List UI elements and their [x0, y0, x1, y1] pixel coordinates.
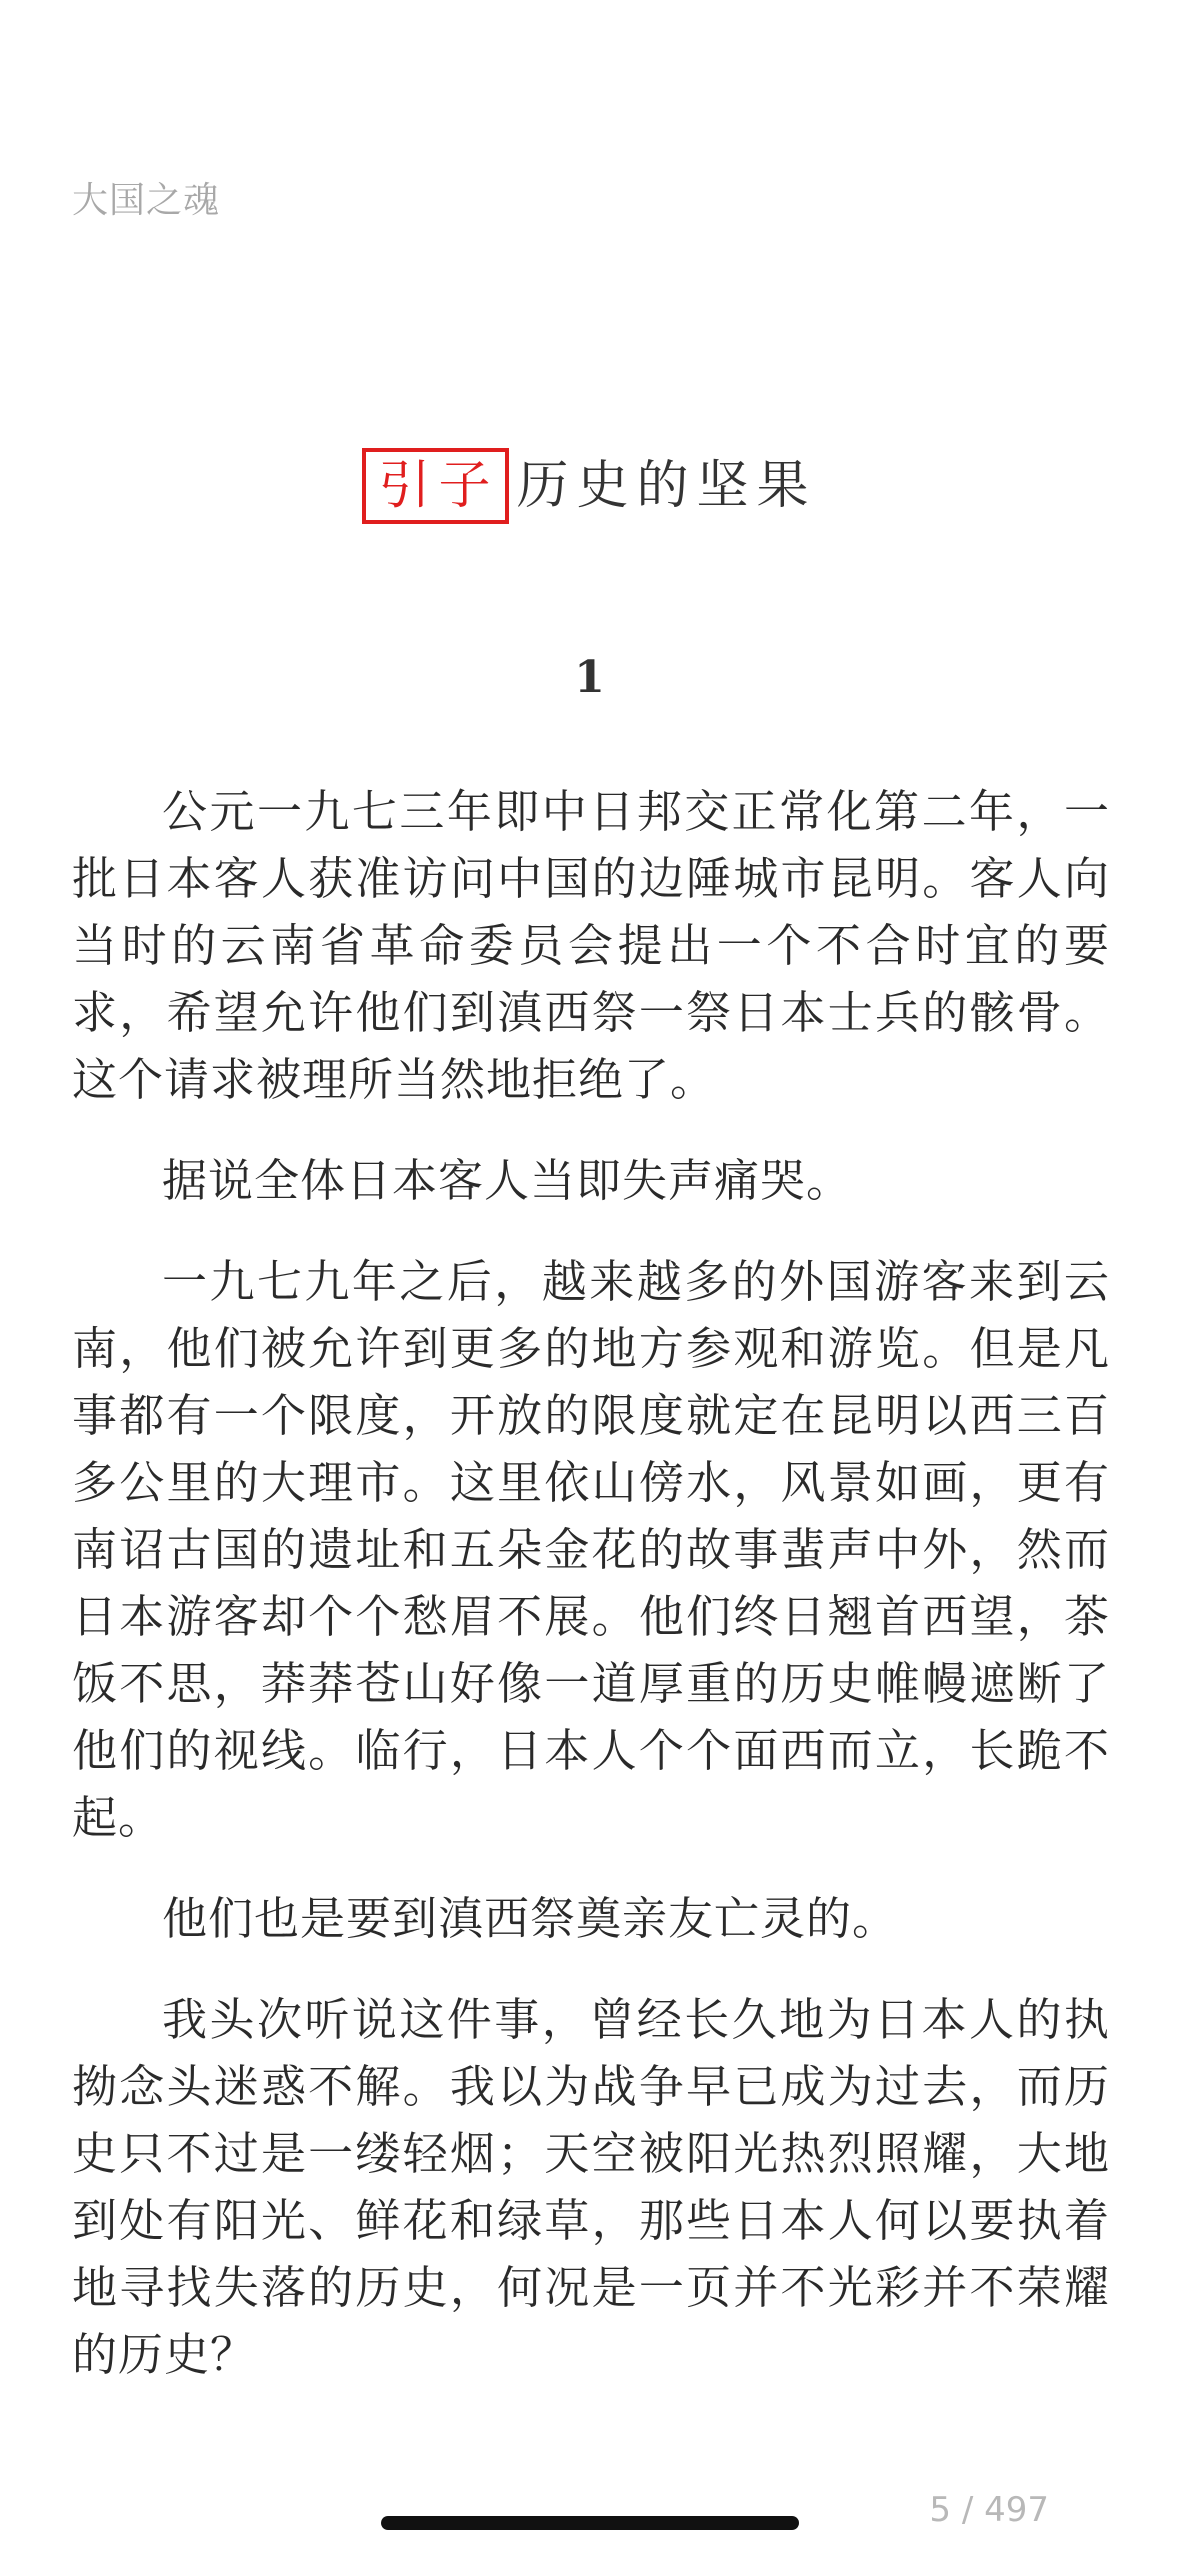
paragraph: 我头次听说这件事，曾经长久地为日本人的执拗念头迷惑不解。我以为战争早已成为过去，而历史只不过是一缕轻烟；天空被阳光热烈照耀，大地到处有阳光、鲜花和绿草，那些日本人何以要执着地寻找失落的历史，何况是一页并不光彩并不荣耀的历史？ [72, 1993, 1110, 2381]
chapter-label-seal: 引子 [362, 448, 508, 524]
paragraph: 他们也是要到滇西祭奠亲友亡灵的。 [162, 1892, 899, 1945]
reading-content[interactable] [72, 778, 1110, 2422]
section-number: 1 [574, 652, 605, 703]
page-indicator: 5 / 497 [929, 2490, 1049, 2530]
home-indicator-bar[interactable] [381, 2516, 799, 2530]
paragraph: 公元一九七三年即中日邦交正常化第二年，一批日本客人获准访问中国的边陲城市昆明。客人向当时的云南省革命委员会提出一个不合时宜的要求，希望允许他们到滇西祭一祭日本士兵的骸骨。这个请求被理所当然地拒绝了。 [72, 785, 1110, 1106]
chapter-heading [0, 448, 1179, 524]
paragraph: 一九七九年之后，越来越多的外国游客来到云南，他们被允许到更多的地方参观和游览。但是凡事都有一个限度，开放的限度就定在昆明以西三百多公里的大理市。这里依山傍水，风景如画，更有南诏古国的遗址和五朵金花的故事蜚声中外，然而日本游客却个个愁眉不展。他们终日翘首西望，茶饭不思，莽莽苍山好像一道厚重的历史帷幔遮断了他们的视线。临行，日本人个个面西而立，长跪不起。 [72, 1255, 1110, 1844]
book-title: 大国之魂 [72, 180, 221, 221]
paragraph: 据说全体日本客人当即失声痛哭。 [162, 1154, 853, 1207]
chapter-title: 历史的坚果 [516, 456, 817, 516]
